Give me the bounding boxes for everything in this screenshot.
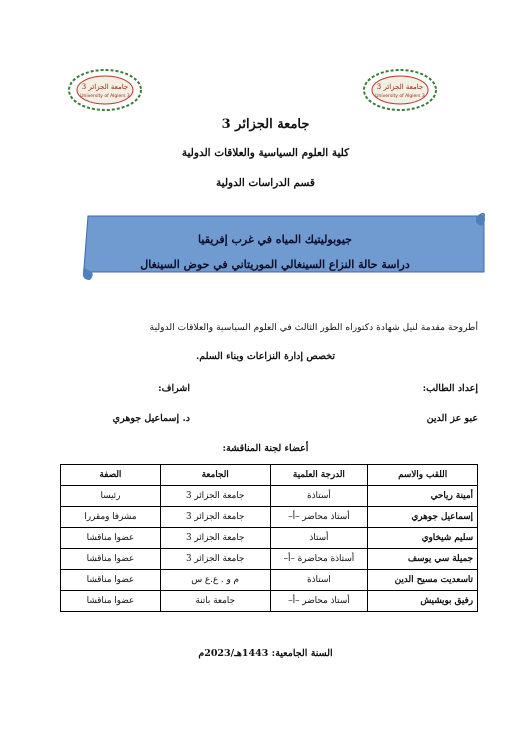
university-logo-right (362, 68, 438, 112)
member-university: جامعة الجزائر 3 (160, 507, 270, 528)
table-header-row (61, 465, 478, 486)
student-name: عبو عز الدين (426, 413, 478, 424)
member-degree: أستاذ محاضر –أ– (270, 591, 368, 612)
table-row (61, 507, 478, 528)
member-degree: أستاذة محاضرة –أ– (270, 549, 368, 570)
supervision-label: اشراف: (158, 383, 190, 394)
svg-text:جامعة الجزائر 3: جامعة الجزائر 3 (376, 83, 424, 91)
member-role: رئيسا (61, 486, 161, 507)
member-degree: استاذة (270, 570, 368, 591)
prepared-by-label: إعداد الطالب: (422, 383, 478, 394)
specialization: تخصص إدارة النزاعات وبناء السلم. (196, 351, 335, 362)
table-row (61, 549, 478, 570)
member-name: تاسعديت مسيح الدين (368, 570, 478, 591)
member-name: إسماعيل جوهري (368, 507, 478, 528)
member-university: جامعة باتنة (160, 591, 270, 612)
title-banner (80, 210, 490, 282)
table-row (61, 570, 478, 591)
column-header: الجامعة (160, 465, 270, 486)
member-role: عضوا مناقشا (61, 591, 161, 612)
svg-text:University of Algiers 3: University of Algiers 3 (375, 94, 425, 99)
member-degree: أستاذ (270, 528, 368, 549)
column-header: اللقب والاسم (368, 465, 478, 486)
member-name: جميلة سي يوسف (368, 549, 478, 570)
member-role: عضوا مناقشا (61, 549, 161, 570)
university-name: جامعة الجزائر 3 (221, 117, 310, 132)
member-degree: أستاذ محاضر –أ– (270, 507, 368, 528)
committee-title: أعضاء لجنة المناقشة: (222, 443, 309, 454)
member-role: عضوا مناقشا (61, 528, 161, 549)
thesis-statement: أطروحة مقدمة لنيل شهادة دكتوراه الطور الثالث في العلوم السياسية والعلاقات الدولية (149, 322, 478, 333)
table-row (61, 591, 478, 612)
member-role: مشرفا ومقررا (61, 507, 161, 528)
thesis-title: جيوبوليتيك المياه في غرب إفريقيا (198, 233, 352, 246)
column-header: الدرجة العلمية (270, 465, 368, 486)
university-logo-left (67, 68, 143, 112)
table-row (61, 528, 478, 549)
member-name: أمينة رياحي (368, 486, 478, 507)
column-header: الصفة (61, 465, 161, 486)
department-name: قسم الدراسات الدولية (216, 177, 315, 189)
member-name: سليم شيخاوي (368, 528, 478, 549)
table-row (61, 486, 478, 507)
member-degree: أستاذة (270, 486, 368, 507)
member-role: عضوا مناقشا (61, 570, 161, 591)
svg-text:University of Algiers 3: University of Algiers 3 (80, 94, 130, 99)
supervisor-name: د. إسماعيل جوهري (112, 413, 190, 424)
thesis-subtitle: دراسة حالة النزاع السينغالي الموريتاني في حوض السينغال (140, 258, 410, 271)
member-university: جامعة الجزائر 3 (160, 486, 270, 507)
member-university: م و . ع.ع س (160, 570, 270, 591)
committee-table (60, 464, 478, 612)
member-university: جامعة الجزائر 3 (160, 549, 270, 570)
academic-year: السنة الجامعية: 1443هـ/2023م (198, 648, 333, 659)
member-university: جامعة الجزائر 3 (160, 528, 270, 549)
member-name: رفيق بويشيش (368, 591, 478, 612)
faculty-name: كلية العلوم السياسية والعلاقات الدولية (181, 147, 350, 159)
svg-text:جامعة الجزائر 3: جامعة الجزائر 3 (81, 83, 129, 91)
